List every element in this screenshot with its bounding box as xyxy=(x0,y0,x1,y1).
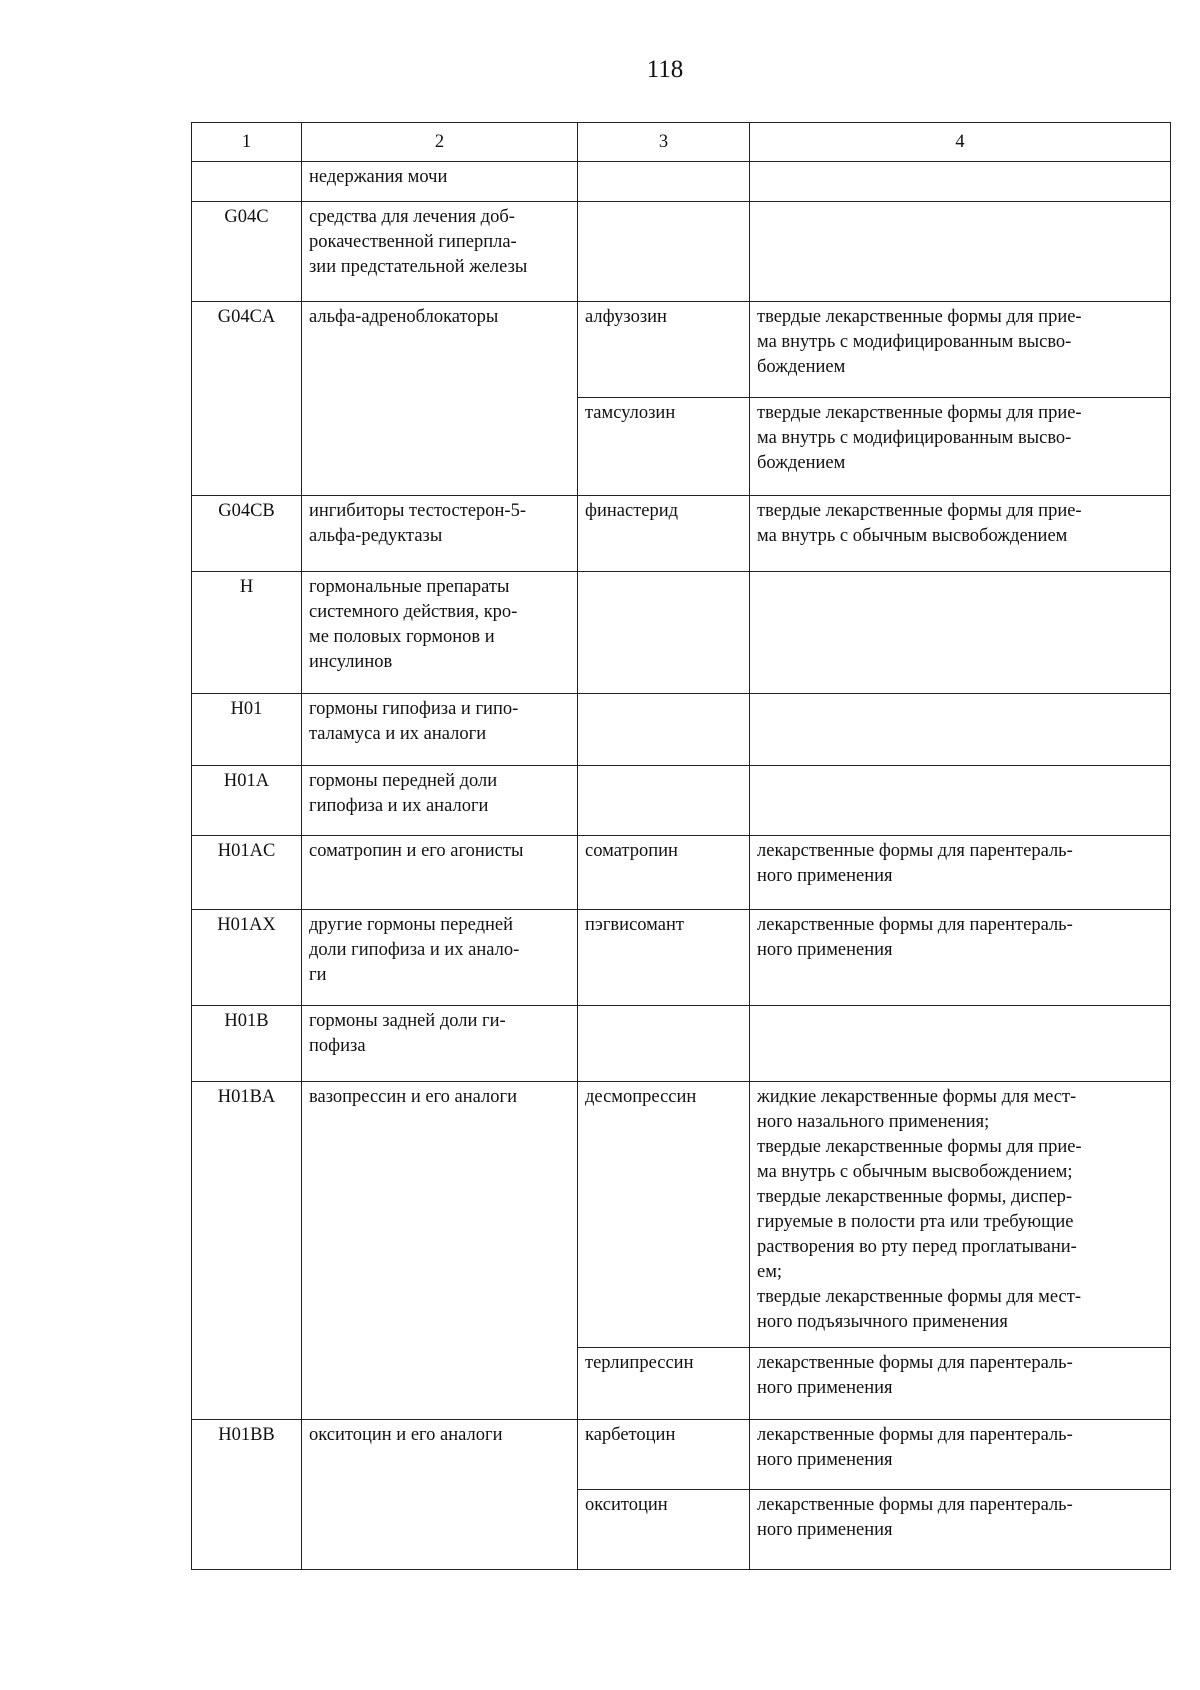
dosage-forms-cell xyxy=(750,302,1171,398)
dosage-form-line: лекарственные формы для парентераль- xyxy=(757,915,1073,935)
group-name-line: альфа-адреноблокаторы xyxy=(309,307,499,327)
dosage-form-line: бождением xyxy=(757,357,846,377)
group-name-line: рокачественной гиперпла- xyxy=(309,232,517,252)
table-row xyxy=(192,1420,1171,1490)
dosage-form-line: ного применения xyxy=(757,1450,893,1470)
group-name-line: ги xyxy=(309,965,327,985)
dosage-form-line: ного применения xyxy=(757,1520,893,1540)
drug-name-cell xyxy=(578,162,750,202)
group-name-cell xyxy=(302,766,578,836)
group-name-line: ингибиторы тестостерон-5- xyxy=(309,501,526,521)
drug-name-cell: карбетоцин xyxy=(578,1420,750,1490)
dosage-forms-cell xyxy=(750,1420,1171,1490)
group-name-line: другие гормоны передней xyxy=(309,915,514,935)
table-row xyxy=(192,302,1171,398)
drug-name-cell: соматропин xyxy=(578,836,750,910)
atc-code-cell: H01AC xyxy=(192,836,302,910)
drug-name-cell xyxy=(578,572,750,694)
table-row xyxy=(192,910,1171,1006)
dosage-form-line: лекарственные формы для парентераль- xyxy=(757,841,1073,861)
group-name-cell xyxy=(302,910,578,1006)
dosage-form-line: ма внутрь с обычным высвобождением; xyxy=(757,1162,1073,1182)
group-name-line: инсулинов xyxy=(309,652,393,672)
group-name-cell xyxy=(302,836,578,910)
group-name-line: вазопрессин и его аналоги xyxy=(309,1087,518,1107)
dosage-form-line: твердые лекарственные формы для прие- xyxy=(757,1137,1082,1157)
atc-code-cell: G04CA xyxy=(192,302,302,496)
group-name-line: доли гипофиза и их анало- xyxy=(309,940,520,960)
dosage-forms-cell xyxy=(750,162,1171,202)
header-col-3: 3 xyxy=(578,123,750,162)
group-name-line: средства для лечения доб- xyxy=(309,207,515,227)
group-name-line: гормоны гипофиза и гипо- xyxy=(309,699,519,719)
dosage-form-line: ма внутрь с обычным высвобождением xyxy=(757,526,1068,546)
group-name-cell xyxy=(302,202,578,302)
header-col-2: 2 xyxy=(302,123,578,162)
dosage-form-line: лекарственные формы для парентераль- xyxy=(757,1495,1073,1515)
dosage-forms-cell xyxy=(750,202,1171,302)
atc-code-cell: H01AX xyxy=(192,910,302,1006)
drug-name-cell xyxy=(578,694,750,766)
drug-name-cell xyxy=(578,766,750,836)
dosage-form-line: ем; xyxy=(757,1262,783,1282)
table-row xyxy=(192,162,1171,202)
group-name-line: соматропин и его агонисты xyxy=(309,841,524,861)
atc-code-cell xyxy=(192,162,302,202)
dosage-form-line: ного применения xyxy=(757,866,893,886)
drug-name-cell: тамсулозин xyxy=(578,398,750,496)
drug-name-cell: окситоцин xyxy=(578,1490,750,1570)
group-name-cell xyxy=(302,694,578,766)
dosage-forms-cell xyxy=(750,1082,1171,1348)
dosage-form-line: лекарственные формы для парентераль- xyxy=(757,1353,1073,1373)
dosage-forms-cell xyxy=(750,910,1171,1006)
drug-name-cell: пэгвисомант xyxy=(578,910,750,1006)
group-name-line: пофиза xyxy=(309,1036,366,1056)
table-header-row xyxy=(192,123,1171,162)
drug-name-cell: алфузозин xyxy=(578,302,750,398)
drug-name-cell xyxy=(578,1006,750,1082)
header-col-4: 4 xyxy=(750,123,1171,162)
group-name-line: гормоны задней доли ги- xyxy=(309,1011,506,1031)
group-name-cell xyxy=(302,162,578,202)
atc-code-cell: H01 xyxy=(192,694,302,766)
group-name-line: гипофиза и их аналоги xyxy=(309,796,489,816)
table-row xyxy=(192,836,1171,910)
drug-name-cell: десмопрессин xyxy=(578,1082,750,1348)
drug-name-cell: финастерид xyxy=(578,496,750,572)
table-row xyxy=(192,496,1171,572)
header-col-1: 1 xyxy=(192,123,302,162)
dosage-form-line: ного подъязычного применения xyxy=(757,1312,1008,1332)
dosage-forms-cell xyxy=(750,836,1171,910)
page-number: 118 xyxy=(646,56,684,83)
table-row xyxy=(192,202,1171,302)
dosage-form-line: твердые лекарственные формы, диспер- xyxy=(757,1187,1073,1207)
group-name-cell xyxy=(302,1006,578,1082)
dosage-form-line: твердые лекарственные формы для мест- xyxy=(757,1287,1082,1307)
dosage-forms-cell xyxy=(750,1006,1171,1082)
dosage-form-line: ма внутрь с модифицированным высво- xyxy=(757,428,1072,448)
drug-name-cell: терлипрессин xyxy=(578,1348,750,1420)
group-name-line: недержания мочи xyxy=(309,167,448,187)
group-name-cell xyxy=(302,302,578,496)
dosage-form-line: ного применения xyxy=(757,1378,893,1398)
atc-code-cell: G04CB xyxy=(192,496,302,572)
atc-code-cell: H01BB xyxy=(192,1420,302,1570)
dosage-form-line: лекарственные формы для парентераль- xyxy=(757,1425,1073,1445)
dosage-form-line: ного применения xyxy=(757,940,893,960)
group-name-line: зии предстательной железы xyxy=(309,257,528,277)
group-name-line: гормональные препараты xyxy=(309,577,510,597)
dosage-form-line: бождением xyxy=(757,453,846,473)
dosage-forms-cell xyxy=(750,496,1171,572)
atc-code-cell: H01BA xyxy=(192,1082,302,1420)
atc-code-cell: H01B xyxy=(192,1006,302,1082)
dosage-form-line: твердые лекарственные формы для прие- xyxy=(757,501,1082,521)
dosage-form-line: ного назального применения; xyxy=(757,1112,990,1132)
group-name-line: альфа-редуктазы xyxy=(309,526,443,546)
group-name-cell xyxy=(302,1420,578,1570)
dosage-form-line: гируемые в полости рта или требующие xyxy=(757,1212,1074,1232)
atc-code-cell: G04C xyxy=(192,202,302,302)
group-name-cell xyxy=(302,572,578,694)
group-name-line: гормоны передней доли xyxy=(309,771,498,791)
group-name-cell xyxy=(302,496,578,572)
drug-name-cell xyxy=(578,202,750,302)
dosage-form-line: ма внутрь с модифицированным высво- xyxy=(757,332,1072,352)
atc-code-cell: H xyxy=(192,572,302,694)
drug-classification-table xyxy=(191,122,1171,1570)
group-name-line: системного действия, кро- xyxy=(309,602,518,622)
group-name-line: ме половых гормонов и xyxy=(309,627,495,647)
dosage-forms-cell xyxy=(750,694,1171,766)
dosage-forms-cell xyxy=(750,1490,1171,1570)
group-name-line: таламуса и их аналоги xyxy=(309,724,487,744)
table-row xyxy=(192,1006,1171,1082)
table-row xyxy=(192,694,1171,766)
dosage-forms-cell xyxy=(750,766,1171,836)
table-row xyxy=(192,766,1171,836)
dosage-forms-cell xyxy=(750,572,1171,694)
group-name-cell xyxy=(302,1082,578,1420)
dosage-form-line: твердые лекарственные формы для прие- xyxy=(757,307,1082,327)
table-row xyxy=(192,572,1171,694)
table-row xyxy=(192,1082,1171,1348)
atc-code-cell: H01A xyxy=(192,766,302,836)
dosage-forms-cell xyxy=(750,398,1171,496)
dosage-form-line: растворения во рту перед проглатывани- xyxy=(757,1237,1077,1257)
dosage-form-line: твердые лекарственные формы для прие- xyxy=(757,403,1082,423)
dosage-form-line: жидкие лекарственные формы для мест- xyxy=(757,1087,1077,1107)
dosage-forms-cell xyxy=(750,1348,1171,1420)
group-name-line: окситоцин и его аналоги xyxy=(309,1425,503,1445)
